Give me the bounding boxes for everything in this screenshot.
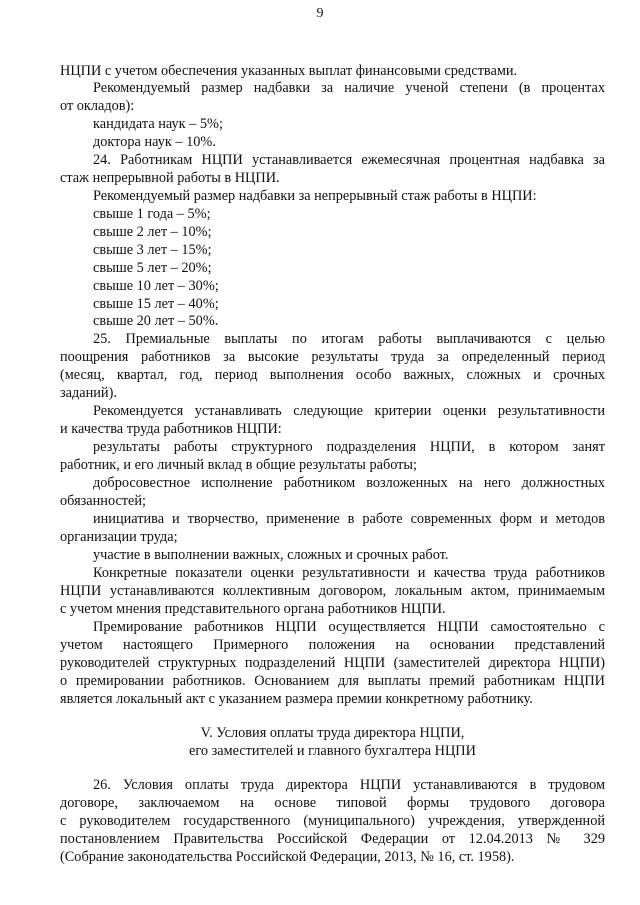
text-line: организации труда; bbox=[60, 529, 178, 545]
section-heading-line-2: его заместителей и главного бухгалтера НЦПИ bbox=[189, 743, 476, 759]
text-line: (месяц, квартал, год, период выполнения особо важных, сложных и срочных bbox=[60, 367, 605, 383]
page-number: 9 bbox=[316, 6, 324, 21]
text-line: руководителей структурных подразделений НЦПИ (заместителей директора НЦПИ) bbox=[60, 655, 605, 671]
text-line: 24. Работникам НЦПИ устанавливается ежемесячная процентная надбавка за bbox=[93, 152, 605, 168]
text-line: о премировании работников. Основанием для выплаты премий работникам НЦПИ bbox=[60, 673, 605, 689]
list-item: доктора наук – 10%. bbox=[93, 134, 216, 150]
text-line: результаты работы структурного подразделения НЦПИ, в котором занят bbox=[93, 439, 605, 455]
text-line: (Собрание законодательства Российской Федерации, 2013, № 16, ст. 1958). bbox=[60, 849, 515, 865]
text-line: обязанностей; bbox=[60, 493, 147, 509]
list-item: свыше 20 лет – 50%. bbox=[93, 313, 219, 329]
list-item: свыше 1 года – 5%; bbox=[93, 206, 211, 222]
section-heading-line-1: V. Условия оплаты труда директора НЦПИ, bbox=[200, 725, 465, 741]
list-item: свыше 10 лет – 30%; bbox=[93, 278, 219, 294]
list-item: свыше 15 лет – 40%; bbox=[93, 296, 219, 312]
text-line: инициатива и творчество, применение в работе современных форм и методов bbox=[93, 511, 605, 527]
list-item: кандидата наук – 5%; bbox=[93, 116, 223, 132]
text-line: НЦПИ с учетом обеспечения указанных выплат финансовыми средствами. bbox=[60, 63, 518, 79]
text-line: 25. Премиальные выплаты по итогам работы выплачиваются с целью bbox=[93, 331, 605, 347]
text-line: Рекомендуется устанавливать следующие критерии оценки результативности bbox=[93, 403, 605, 419]
text-line: НЦПИ устанавливаются коллективным договором, локальным актом, принимаемым bbox=[60, 583, 605, 599]
text-line: добросовестное исполнение работником возложенных на него должностных bbox=[93, 475, 605, 491]
text-line: Конкретные показатели оценки результативности и качества труда работников bbox=[93, 565, 605, 581]
text-line: работник, и его личный вклад в общие результаты работы; bbox=[60, 457, 418, 473]
text-line: является локальный акт с указанием размера премии конкретному работнику. bbox=[60, 691, 533, 707]
text-line: от окладов): bbox=[60, 98, 135, 114]
list-item: свыше 3 лет – 15%; bbox=[93, 242, 212, 258]
list-item: свыше 5 лет – 20%; bbox=[93, 260, 212, 276]
list-item: свыше 2 лет – 10%; bbox=[93, 224, 212, 240]
text-line: Рекомендуемый размер надбавки за непрерывный стаж работы в НЦПИ: bbox=[93, 188, 537, 204]
text-line: 26. Условия оплаты труда директора НЦПИ устанавливаются в трудовом bbox=[93, 777, 605, 793]
text-line: Премирование работников НЦПИ осуществляется НЦПИ самостоятельно с bbox=[93, 619, 605, 635]
text-line: стаж непрерывной работы в НЦПИ. bbox=[60, 170, 280, 186]
text-line: с учетом мнения представительного органа работников НЦПИ. bbox=[60, 601, 446, 617]
text-line: Рекомендуемый размер надбавки за наличие ученой степени (в процентах bbox=[93, 80, 605, 96]
text-line: заданий). bbox=[60, 385, 117, 401]
text-line: учетом настоящего Примерного положения на основании представлений bbox=[60, 637, 605, 653]
text-line: постановлением Правительства Российской Федерации от 12.04.2013 № 329 bbox=[60, 831, 605, 847]
text-line: с руководителем государственного (муниципального) учреждения, утвержденной bbox=[60, 813, 605, 829]
text-line: договоре, заключаемом на основе типовой формы трудового договора bbox=[60, 795, 605, 811]
text-line: поощрения работников за высокие результаты труда за определенный период bbox=[60, 349, 605, 365]
text-line: и качества труда работников НЦПИ: bbox=[60, 421, 282, 437]
text-line: участие в выполнении важных, сложных и срочных работ. bbox=[93, 547, 449, 563]
